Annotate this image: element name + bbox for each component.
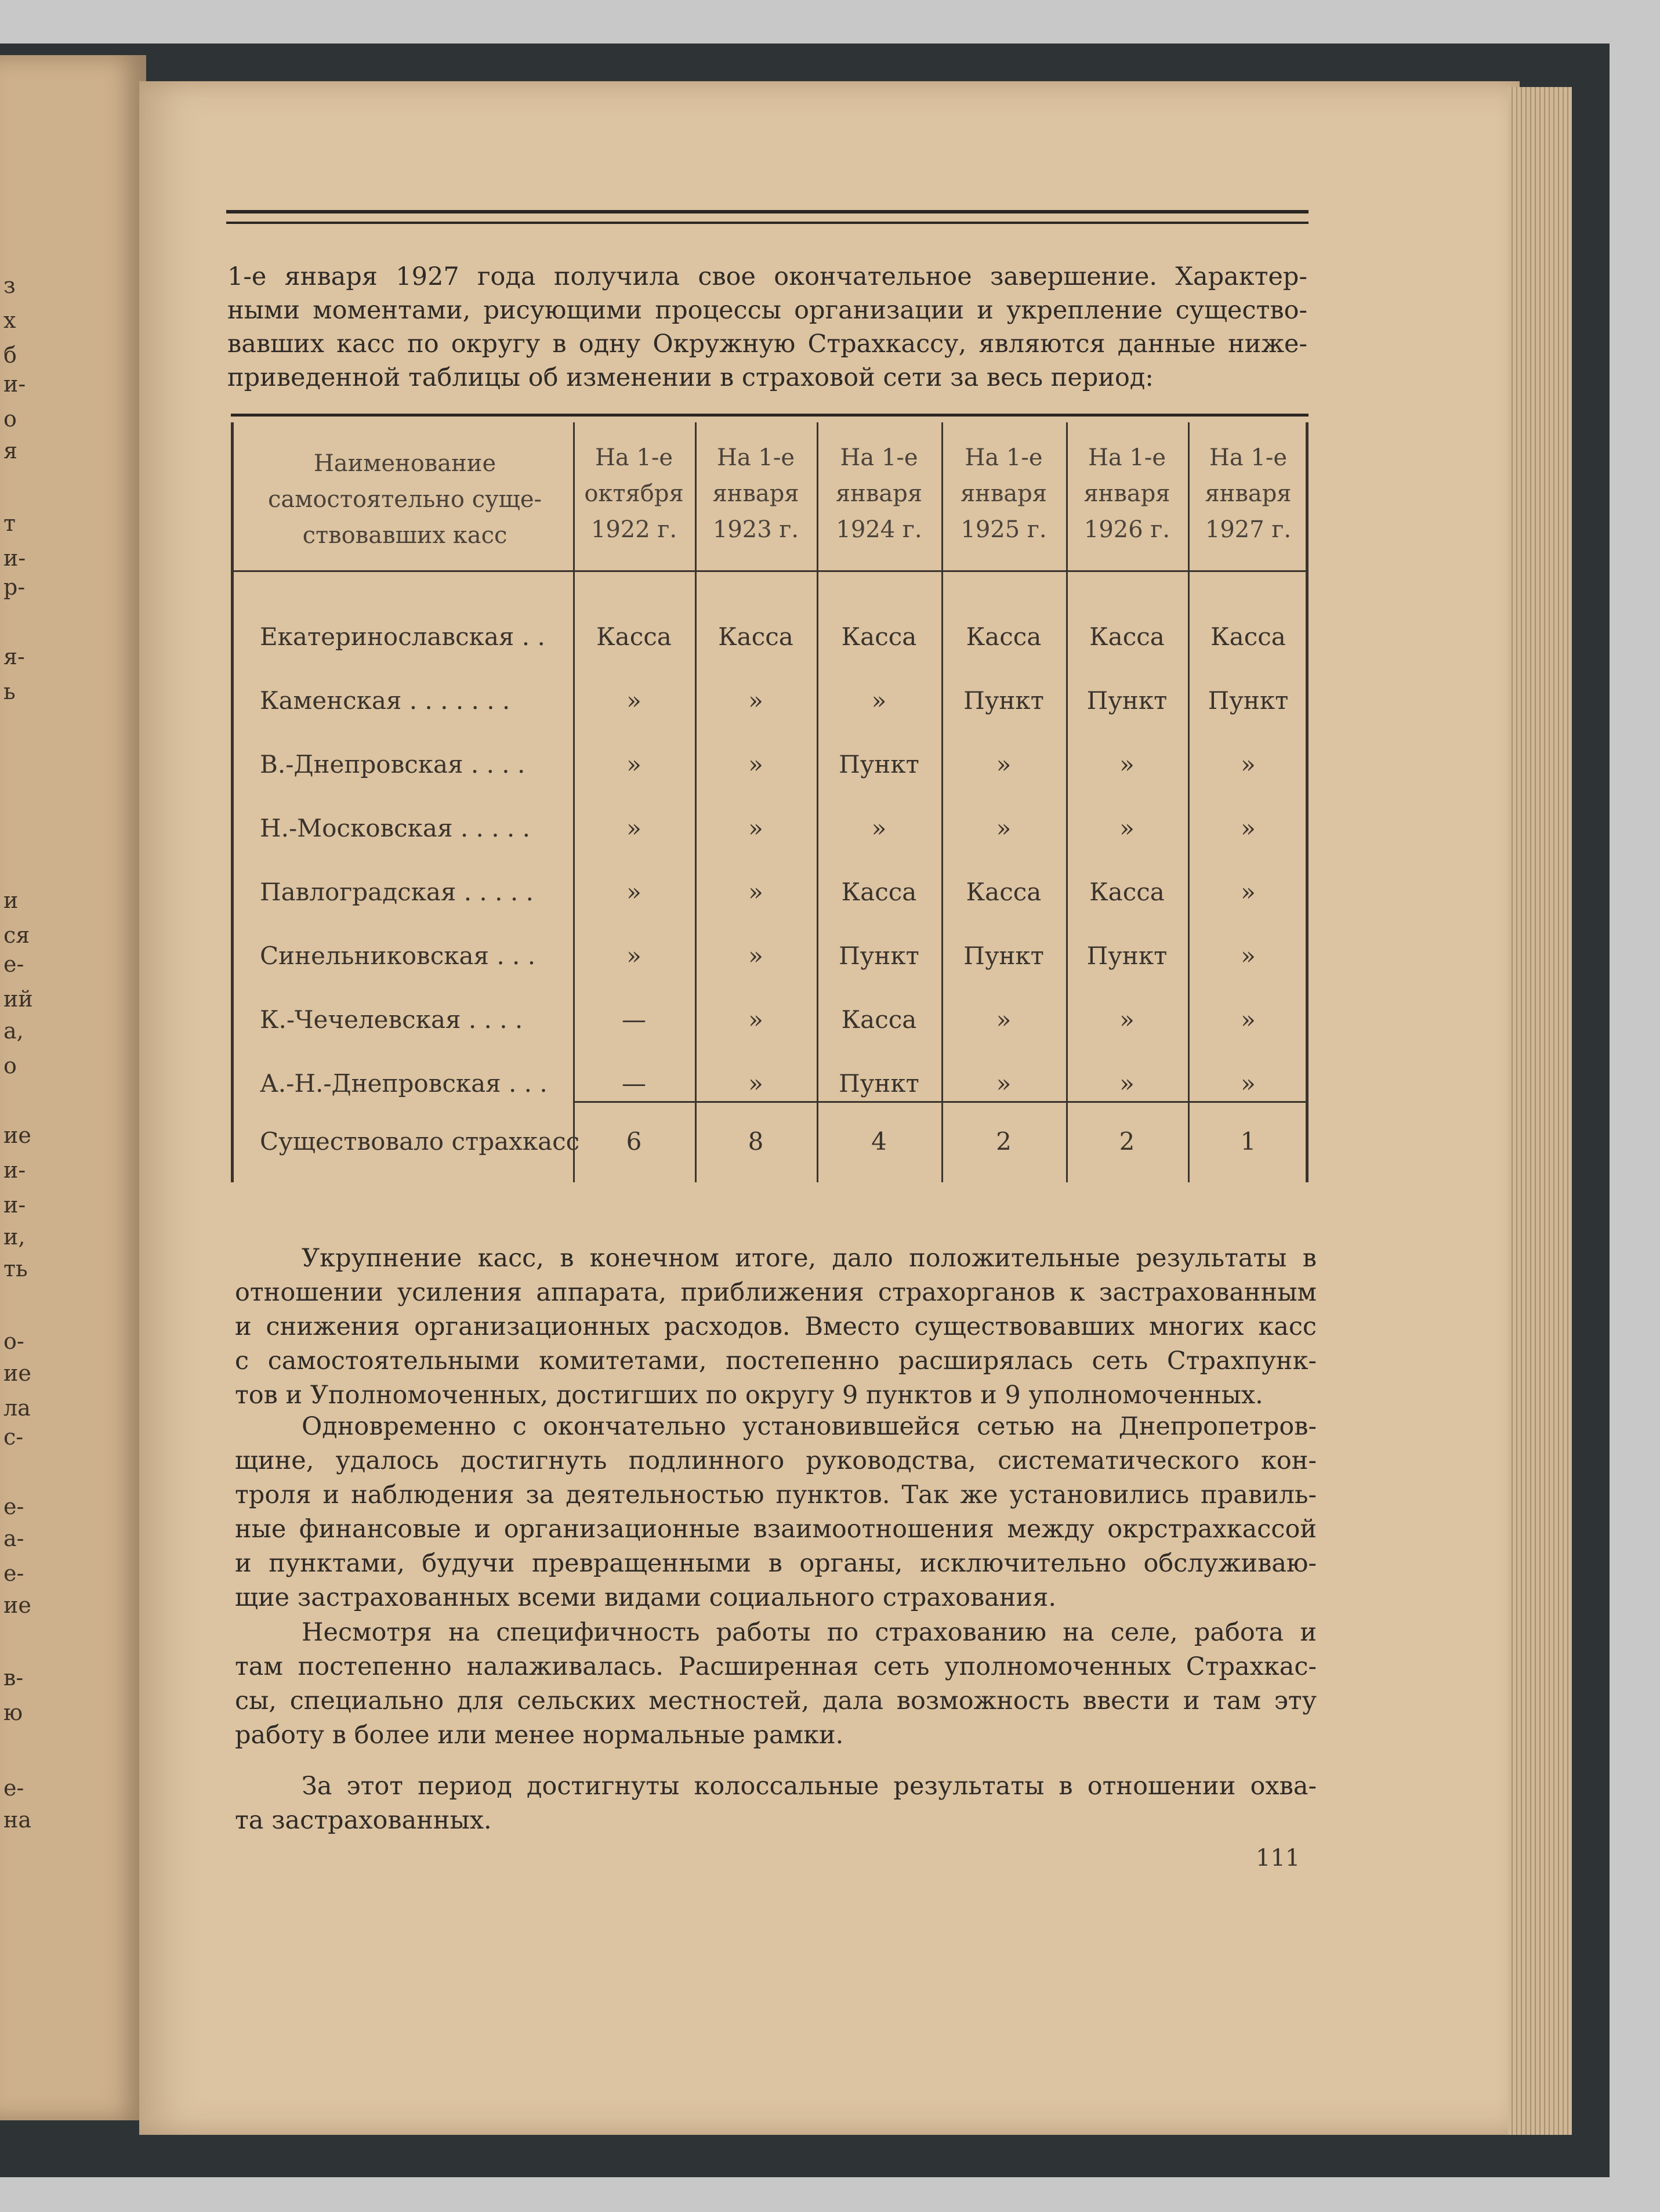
paragraph-line: За этот период достигнуты колоссальные результаты в отношении охва-: [302, 1772, 1317, 1801]
header-line: 1924 г.: [836, 516, 922, 543]
table-cell: Касса: [596, 622, 672, 651]
table-header-date: [1188, 440, 1309, 562]
table-header-separator: [231, 570, 1309, 572]
paragraph-line: троля и наблюдения за деятельностью пунктов. Так же установились правиль-: [235, 1480, 1317, 1509]
table-cell: »: [996, 814, 1012, 842]
left-page-fragment: ие: [3, 1123, 31, 1148]
table-cell: »: [996, 750, 1012, 779]
paragraph-line: сы, специально для сельских местностей, дала возможность ввести и там эту: [235, 1686, 1317, 1715]
paragraph-line: Одновременно с окончательно установившейся сетью на Днепропетров-: [302, 1412, 1317, 1441]
header-line: января: [712, 480, 799, 507]
header-line: 1925 г.: [961, 516, 1047, 543]
table-cell: Пункт: [839, 1069, 919, 1098]
table-cell: »: [626, 750, 641, 779]
left-page-edge: [0, 55, 146, 2120]
table-cell: Пункт: [839, 750, 919, 779]
table-cell: »: [1241, 1069, 1256, 1098]
left-page-fragment: ий: [3, 986, 33, 1012]
table-border-left: [231, 422, 234, 1182]
table-cell: Касса: [841, 622, 917, 651]
page-number: 111: [1256, 1845, 1300, 1871]
left-page-fragment: и: [3, 888, 19, 913]
table-cell: »: [1119, 1005, 1135, 1034]
table-cell: Касса: [1210, 622, 1286, 651]
table-total-label: Существовало страхкасс: [260, 1127, 580, 1156]
header-line: 1922 г.: [590, 516, 677, 543]
table-header-date: [941, 440, 1066, 562]
paragraph-line: отношении усиления аппарата, приближения страхорганов к застрахованным: [235, 1278, 1317, 1307]
table-total-cell: 6: [626, 1127, 642, 1156]
table-row-name: К.-Чечелевская . . . .: [260, 1005, 523, 1034]
paragraph-line: Укрупнение касс, в конечном итоге, дало положительные результаты в: [302, 1244, 1317, 1273]
left-page-fragment: я-: [3, 644, 25, 669]
table-cell: Пункт: [1086, 686, 1168, 715]
table-cell: »: [626, 814, 641, 842]
left-page-fragment: е-: [3, 1775, 24, 1801]
left-page-fragment: т: [3, 511, 16, 536]
table-cell: »: [748, 686, 763, 715]
table-cell: Касса: [1089, 878, 1165, 906]
table-total-cell: 1: [1240, 1127, 1256, 1156]
header-line: Наименование: [313, 450, 496, 477]
table-row-name: А.-Н.-Днепровская . . .: [260, 1069, 548, 1098]
table-total-cell: 2: [996, 1127, 1012, 1156]
header-line: октября: [584, 480, 684, 507]
table-row-name: Н.-Московская . . . . .: [260, 814, 530, 842]
left-page-fragment: ю: [3, 1700, 23, 1725]
table-row-name: Павлоградская . . . . .: [260, 878, 534, 906]
paragraph-line: ные финансовые и организационные взаимоотношения между окрстрахкассой: [235, 1515, 1317, 1544]
intro-line: приведенной таблицы об изменении в страховой сети за весь период:: [227, 363, 1154, 392]
table-row-name: Синельниковская . . .: [260, 942, 536, 970]
left-page-fragment: ь: [3, 679, 16, 704]
header-line: января: [1083, 480, 1170, 507]
table-cell: Пункт: [963, 686, 1044, 715]
table-cell: Пункт: [1208, 686, 1289, 715]
left-page-fragment: и-: [3, 1157, 26, 1183]
table-cell: »: [996, 1069, 1012, 1098]
left-page-fragment: б: [3, 342, 17, 368]
table-cell: »: [1241, 750, 1256, 779]
left-page-fragment: ла: [3, 1395, 31, 1421]
table-cell: »: [1119, 1069, 1135, 1098]
table-cell: »: [871, 814, 887, 842]
table-row-name: Каменская . . . . . . .: [260, 686, 510, 715]
table-cell: Касса: [1089, 622, 1165, 651]
table-cell: »: [626, 878, 641, 906]
table-cell: »: [1241, 1005, 1256, 1034]
left-page-fragment: ие: [3, 1592, 31, 1618]
paragraph-line: Несмотря на специфичность работы по страхованию на селе, работа и: [302, 1618, 1317, 1647]
left-page-fragment: ие: [3, 1360, 31, 1386]
left-page-fragment: и-: [3, 1192, 26, 1218]
table-header-date: [695, 440, 817, 562]
table-cell: Касса: [841, 878, 917, 906]
header-line: На 1-е: [840, 444, 918, 471]
left-page-fragment: в-: [3, 1665, 24, 1690]
header-line: На 1-е: [965, 444, 1043, 471]
intro-line: вавших касс по округу в одну Окружную Страхкассу, являются данные ниже-: [227, 330, 1307, 359]
left-page-fragment: ть: [3, 1256, 28, 1281]
left-page-fragment: о: [3, 1053, 17, 1078]
left-page-fragment: а-: [3, 1526, 24, 1551]
left-page-fragment: и,: [3, 1224, 26, 1250]
left-page-fragment: е-: [3, 1561, 24, 1586]
table-cell: Касса: [966, 878, 1042, 906]
paragraph-line: тов и Уполномоченных, достигших по округу 9 пунктов и 9 уполномоченных.: [235, 1381, 1263, 1410]
table-cell: »: [996, 1005, 1012, 1034]
table-cell: »: [748, 1069, 763, 1098]
left-page-fragment: и-: [3, 545, 26, 571]
header-line: января: [1205, 480, 1292, 507]
left-page-fragment: е-: [3, 951, 24, 977]
table-cell: —: [622, 1069, 646, 1098]
table-total-cell: 4: [871, 1127, 887, 1156]
table-header-date: [817, 440, 941, 562]
header-line: На 1-е: [1209, 444, 1288, 471]
table-cell: »: [1119, 750, 1135, 779]
left-page-fragment: е-: [3, 1494, 24, 1519]
header-line: января: [960, 480, 1048, 507]
table-cell: Касса: [718, 622, 793, 651]
header-rule-bottom: [226, 222, 1309, 224]
left-page-fragment: с-: [3, 1424, 24, 1450]
header-line: 1923 г.: [712, 516, 799, 543]
table-cell: —: [622, 1005, 646, 1034]
table-total-separator: [573, 1101, 1309, 1103]
paragraph-line: работу в более или менее нормальные рамки.: [235, 1721, 844, 1750]
header-line: На 1-е: [716, 444, 795, 471]
table-cell: »: [748, 814, 763, 842]
table-cell: Пункт: [1086, 942, 1168, 970]
left-page-fragment: и-: [3, 371, 26, 397]
table-cell: »: [1119, 814, 1135, 842]
insurance-network-table: [231, 414, 1309, 1182]
left-page-fragment: р-: [3, 574, 26, 600]
table-cell: Касса: [966, 622, 1042, 651]
table-row-name: В.-Днепровская . . . .: [260, 750, 525, 779]
paragraph-line: с самостоятельными комитетами, постепенно расширялась сеть Страхпунк-: [235, 1346, 1317, 1375]
left-page-fragment: о: [3, 406, 17, 432]
header-rule-top: [226, 210, 1309, 213]
header-line: ствовавших касс: [302, 522, 508, 549]
table-cell: Пункт: [963, 942, 1044, 970]
paragraph-line: та застрахованных.: [235, 1806, 492, 1835]
table-cell: »: [748, 1005, 763, 1034]
table-cell: »: [1241, 878, 1256, 906]
left-page-fragment: з: [3, 273, 16, 298]
paragraph-line: щине, удалось достигнуть подлинного руководства, систематического кон-: [235, 1446, 1317, 1475]
table-cell: Касса: [841, 1005, 917, 1034]
table-header-date: [573, 440, 695, 562]
paragraph-line: щие застрахованных всеми видами социального страхования.: [235, 1583, 1056, 1612]
table-cell: »: [1241, 814, 1256, 842]
table-cell: »: [748, 942, 763, 970]
paragraph-line: и снижения организационных расходов. Вместо существовавших многих касс: [235, 1312, 1317, 1341]
table-cell: »: [748, 750, 763, 779]
table-total-cell: 2: [1119, 1127, 1135, 1156]
header-line: На 1-е: [1088, 444, 1166, 471]
header-line: На 1-е: [595, 444, 673, 471]
left-page-fragment: о-: [3, 1328, 24, 1354]
table-header-date: [1066, 440, 1188, 562]
page-edges: [1508, 87, 1572, 2135]
intro-line: 1-е января 1927 года получила свое окончательное завершение. Характер-: [227, 262, 1307, 291]
table-header-name: [242, 446, 567, 567]
intro-line: ными моментами, рисующими процессы организации и укрепление существо-: [227, 296, 1307, 325]
table-total-cell: 8: [748, 1127, 764, 1156]
header-line: самостоятельно суще-: [267, 486, 542, 513]
header-line: 1926 г.: [1083, 516, 1170, 543]
table-cell: »: [1241, 942, 1256, 970]
header-line: января: [835, 480, 923, 507]
paragraph-line: там постепенно налаживалась. Расширенная сеть уполномоченных Страхкас-: [235, 1652, 1317, 1681]
table-cell: »: [626, 686, 641, 715]
table-cell: »: [626, 942, 641, 970]
left-page-fragment: ся: [3, 922, 30, 948]
table-cell: »: [748, 878, 763, 906]
header-line: 1927 г.: [1205, 516, 1292, 543]
paragraph-line: и пунктами, будучи превращенными в органы, исключительно обслуживаю-: [235, 1549, 1317, 1578]
table-row-name: Екатеринославская . .: [260, 622, 545, 651]
left-page-fragment: я: [3, 438, 17, 464]
left-page-fragment: а,: [3, 1018, 24, 1044]
table-cell: Пункт: [839, 942, 919, 970]
left-page-fragment: на: [3, 1807, 31, 1833]
table-cell: »: [871, 686, 887, 715]
left-page-fragment: х: [3, 307, 16, 333]
